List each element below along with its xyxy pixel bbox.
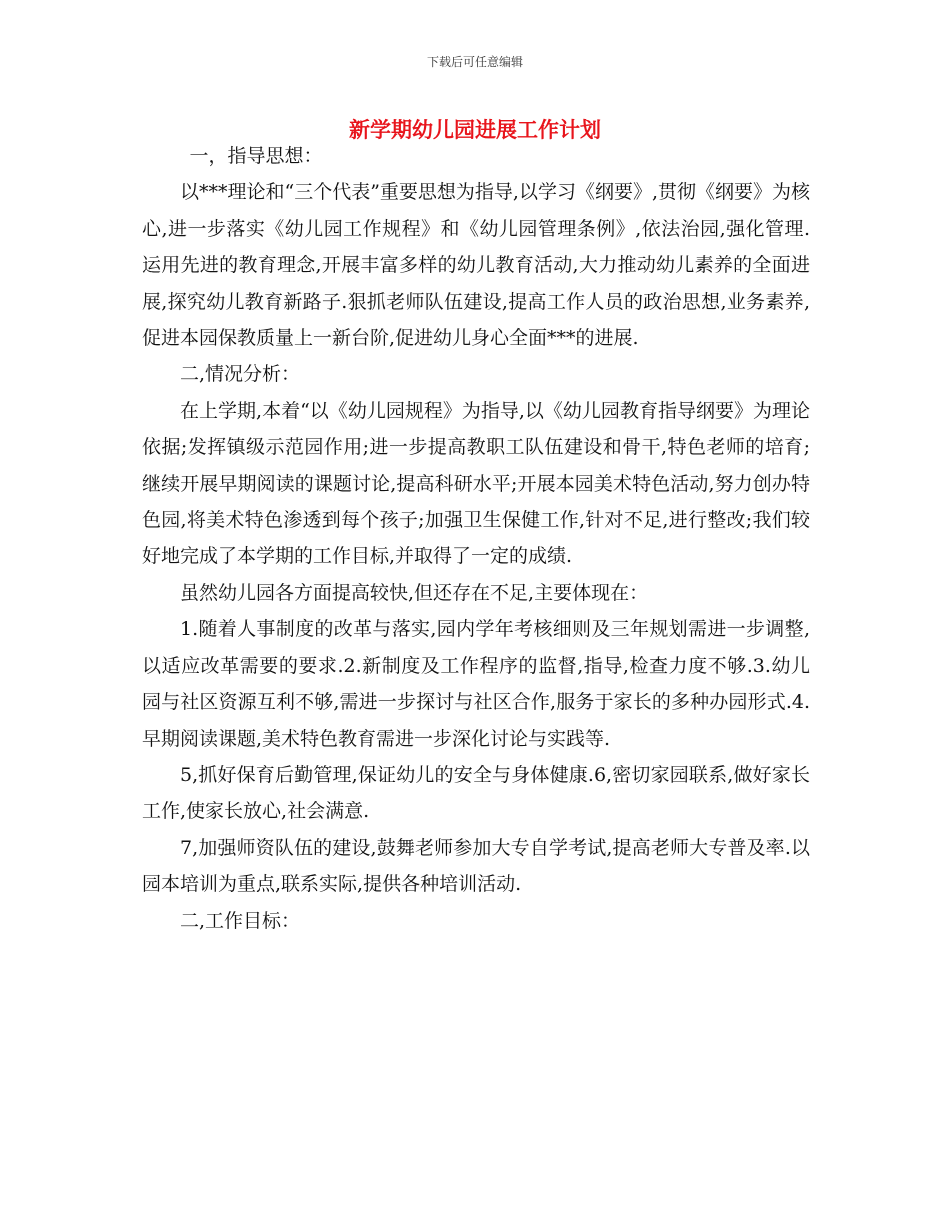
section-heading-guiding-ideology: 一，指导思想： bbox=[189, 145, 323, 167]
section-heading-situation-analysis: 二,情况分析： bbox=[180, 363, 301, 386]
paragraph-guiding-ideology: 以***理论和“三个代表”重要思想为指导,以学习《纲要》,贯彻《纲要》为核心,进一步落实《幼儿园工作规程》和《幼儿园管理条例》,依法治园,强化管理.运用先进的教育理念,开展丰富多样的幼儿教育活动,大力推动幼儿素养的全面进展,探究幼儿教育新路子.狠抓老师队伍建设,提高工作人员的政治思想,业务素养,促进本园保教质量上一新台阶,促进幼儿身心全面***的进展. bbox=[142, 181, 811, 350]
header-note: 下载后可任意编辑 bbox=[426, 55, 523, 69]
section-heading-work-goals: 二,工作目标： bbox=[180, 909, 301, 932]
document-body bbox=[142, 138, 810, 939]
paragraph-shortcomings-list: 1.随着人事制度的改革与落实,园内学年考核细则及三年规划需进一步调整,以适应改革需要的要求.2.新制度及工作程序的监督,指导,检查力度不够.3.幼儿园与社区资源互利不够,需进一步探讨与社区合作,服务于家长的多种办园形式.4.早期阅读课题,美术特色教育需进一步深化讨论与实践等. bbox=[142, 618, 810, 750]
paragraph-items-5-6: 5,抓好保育后勤管理,保证幼儿的安全与身体健康.6,密切家园联系,做好家长工作,使家长放心,社会满意. bbox=[142, 763, 810, 823]
paragraph-item-7: 7,加强师资队伍的建设,鼓舞老师参加大专自学考试,提高老师大专普及率.以园本培训为重点,联系实际,提供各种培训活动. bbox=[142, 836, 810, 896]
paragraph-shortcomings-intro: 虽然幼儿园各方面提高较快,但还存在不足,主要体现在： bbox=[180, 581, 649, 604]
document-title: 新学期幼儿园进展工作计划 bbox=[349, 118, 601, 142]
paragraph-last-semester: 在上学期,本着“以《幼儿园规程》为指导,以《幼儿园教育指导纲要》为理论依据;发挥镇级示范园作用;进一步提高教职工队伍建设和骨干,特色老师的培育;继续开展早期阅读的课题讨论,提高科研水平;开展本园美术特色活动,努力创办特色园,将美术特色渗透到每个孩子;加强卫生保健工作,针对不足,进行整改;我们较好地完成了本学期的工作目标,并取得了一定的成绩. bbox=[142, 399, 810, 568]
